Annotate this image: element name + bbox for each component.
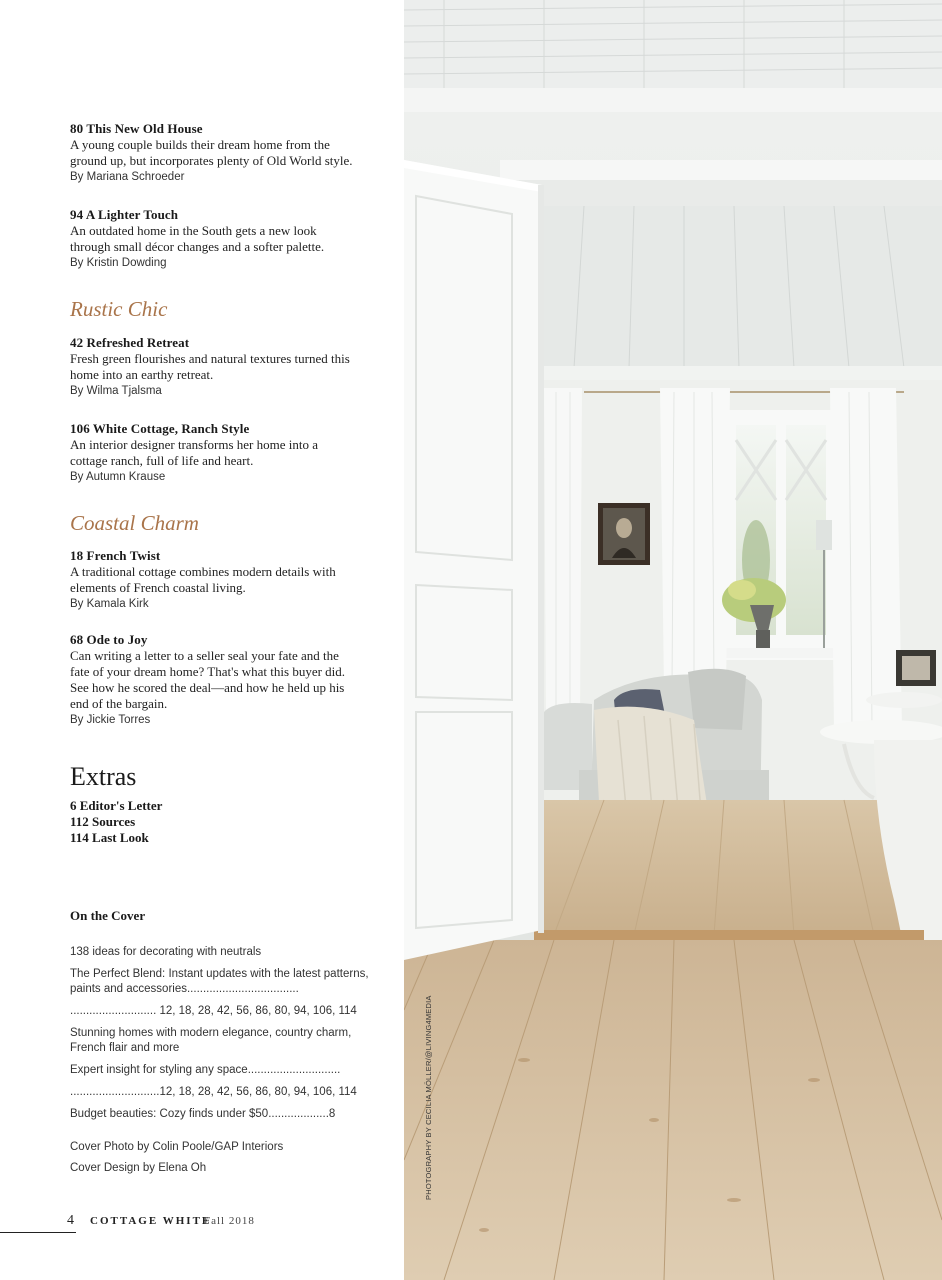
room-illustration bbox=[404, 0, 942, 1280]
article-entry[interactable] bbox=[70, 548, 390, 612]
cover-line: ............................12, 18, 28, 42, 56, 86, 80, 94, 106, 114 bbox=[70, 1086, 357, 1098]
article-title: 94 A Lighter Touch bbox=[70, 207, 179, 222]
page-footer bbox=[0, 1210, 404, 1234]
cover-photo-credit: Cover Photo by Colin Poole/GAP Interiors bbox=[70, 1141, 284, 1153]
extras-list bbox=[70, 798, 162, 846]
article-title: 106 White Cottage, Ranch Style bbox=[70, 421, 250, 436]
article-title: 80 This New Old House bbox=[70, 121, 203, 136]
article-byline: By Mariana Schroeder bbox=[70, 171, 185, 183]
photo-credit: PHOTOGRAPHY BY CECILIA MÖLLER/@LIVING4MEDIA bbox=[424, 995, 433, 1200]
page-number: 4 bbox=[67, 1213, 74, 1228]
cover-line: Budget beauties: Cozy finds under $50...................8 bbox=[70, 1108, 336, 1120]
extras-item[interactable]: 114 Last Look bbox=[70, 830, 149, 845]
article-title: 42 Refreshed Retreat bbox=[70, 335, 190, 350]
article-byline: By Wilma Tjalsma bbox=[70, 385, 162, 397]
cover-line: Expert insight for styling any space............................. bbox=[70, 1064, 341, 1076]
section-heading-extras: Extras bbox=[70, 762, 137, 791]
article-entry[interactable] bbox=[70, 421, 390, 485]
article-entry[interactable] bbox=[70, 121, 390, 185]
article-title: 68 Ode to Joy bbox=[70, 632, 148, 647]
article-description: An outdated home in the South gets a new look through small décor changes and a softer palette. bbox=[70, 223, 325, 254]
article-byline: By Kamala Kirk bbox=[70, 598, 149, 610]
footer-rule bbox=[0, 1232, 76, 1233]
article-description: Fresh green flourishes and natural textures turned this home into an earthy retreat. bbox=[70, 351, 350, 382]
issue-label: Fall 2018 bbox=[204, 1215, 255, 1227]
article-byline: By Kristin Dowding bbox=[70, 257, 167, 269]
cover-line: ........................... 12, 18, 28, 42, 56, 86, 80, 94, 106, 114 bbox=[70, 1005, 357, 1017]
cover-line: 138 ideas for decorating with neutrals bbox=[70, 946, 262, 958]
article-entry[interactable] bbox=[70, 632, 390, 728]
cover-line: Stunning homes with modern elegance, country charm, French flair and more bbox=[70, 1027, 352, 1054]
interior-photo bbox=[404, 0, 942, 1280]
article-entry[interactable] bbox=[70, 335, 390, 399]
section-heading-rustic-chic: Rustic Chic bbox=[70, 297, 168, 321]
article-byline: By Autumn Krause bbox=[70, 471, 166, 483]
article-description: A young couple builds their dream home from the ground up, but incorporates plenty of Old World style. bbox=[70, 137, 353, 168]
article-byline: By Jickie Torres bbox=[70, 714, 151, 726]
article-entry[interactable] bbox=[70, 207, 390, 271]
magazine-name: COTTAGE WHITE bbox=[90, 1215, 212, 1227]
article-description: Can writing a letter to a seller seal your fate and the fate of your dream home? That's what this buyer did. See how he scored the deal—and how he held up his end of the bargain. bbox=[70, 648, 346, 711]
cover-line: The Perfect Blend: Instant updates with the latest patterns, paints and accessories................................... bbox=[70, 968, 369, 995]
contents-column bbox=[0, 0, 404, 1280]
extras-item[interactable]: 112 Sources bbox=[70, 814, 136, 829]
section-heading-coastal-charm: Coastal Charm bbox=[70, 511, 199, 535]
on-the-cover-heading: On the Cover bbox=[70, 908, 146, 923]
extras-item[interactable]: 6 Editor's Letter bbox=[70, 798, 163, 813]
cover-design-credit: Cover Design by Elena Oh bbox=[70, 1162, 207, 1174]
article-description: A traditional cottage combines modern details with elements of French coastal living. bbox=[70, 564, 336, 595]
article-description: An interior designer transforms her home into a cottage ranch, full of life and heart. bbox=[70, 437, 319, 468]
article-title: 18 French Twist bbox=[70, 548, 161, 563]
